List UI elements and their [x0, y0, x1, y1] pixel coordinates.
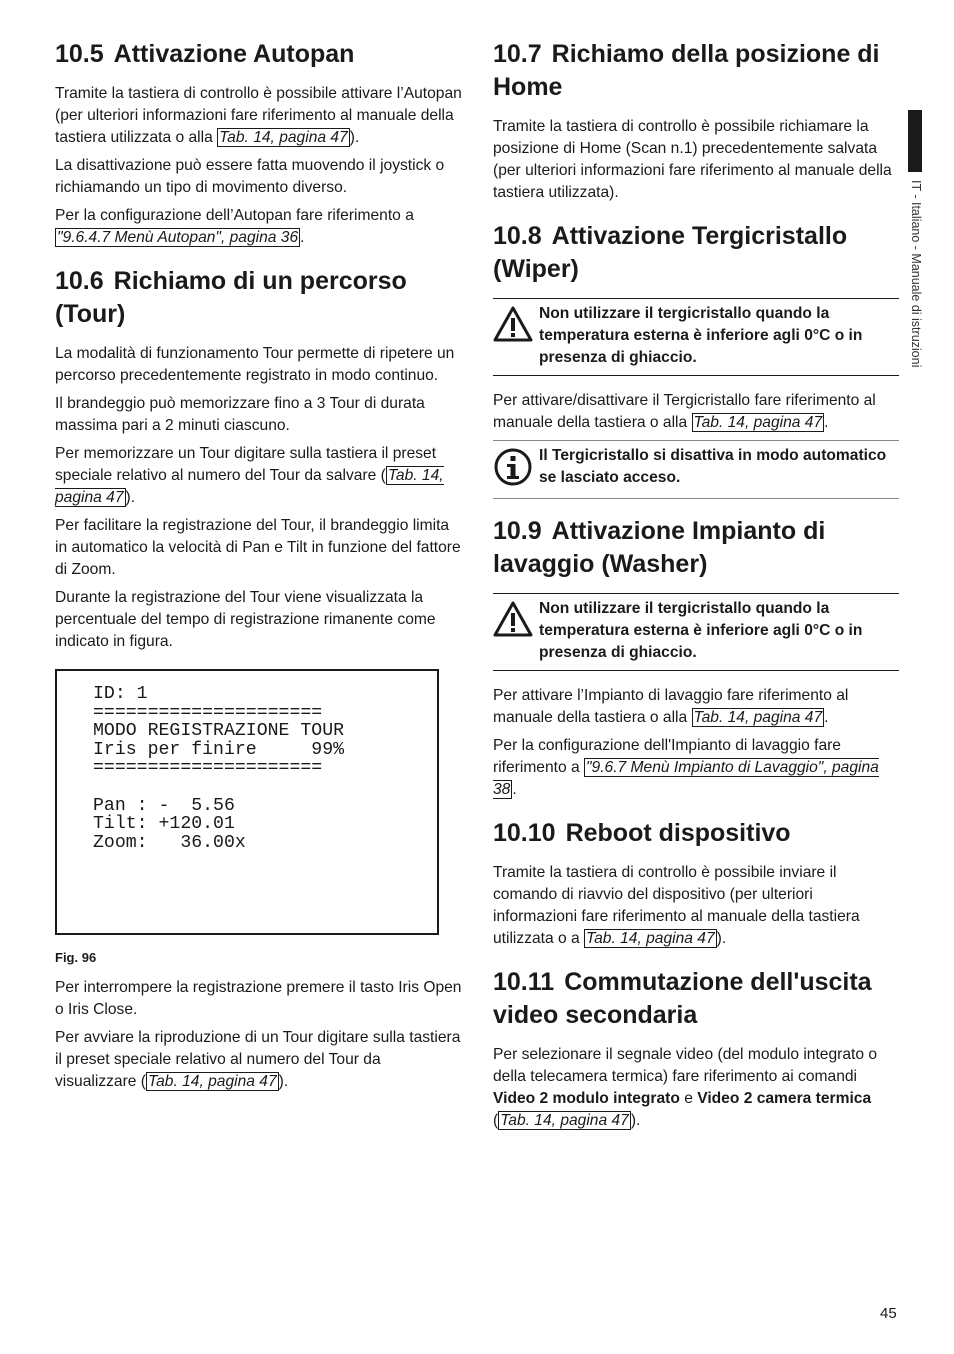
section-title: Commutazione dell'uscita video secondaria — [493, 968, 872, 1029]
osd-line: Pan : - 5.56 — [93, 795, 235, 816]
cross-reference-link[interactable]: Tab. 14, pagina 47 — [55, 467, 444, 506]
paragraph — [493, 685, 899, 729]
text: Tramite la tastiera di controllo è possibile attivare l’Autopan (per ulteriori informazioni fare riferimento al manuale della tastiera utilizzata o alla — [55, 85, 462, 146]
section-heading — [493, 966, 899, 1032]
paragraph — [55, 205, 463, 249]
section-number: 10.9 — [493, 517, 542, 545]
paragraph — [55, 1027, 463, 1093]
section-number: 10.8 — [493, 222, 542, 250]
osd-line: Zoom: 36.00x — [93, 832, 246, 853]
paragraph — [493, 735, 899, 801]
page-number: 45 — [880, 1305, 897, 1322]
text: ( — [493, 1112, 499, 1129]
side-tab-marker — [908, 110, 922, 172]
text: ). — [630, 1112, 641, 1129]
warning-note — [493, 593, 899, 671]
left-column — [55, 38, 463, 1099]
cross-reference-link[interactable]: Tab. 14, pagina 47 — [219, 129, 348, 146]
section-10-7 — [493, 38, 899, 204]
section-10-5 — [55, 38, 463, 249]
section-heading — [55, 265, 463, 331]
warning-triangle-icon — [493, 598, 539, 643]
paragraph: La disattivazione può essere fatta muovendo il joystick o richiamando un tipo di movimento diverso. — [55, 157, 445, 196]
section-title: Reboot dispositivo — [565, 819, 791, 847]
section-title: Richiamo di un percorso (Tour) — [55, 267, 407, 328]
section-heading — [493, 515, 899, 581]
osd-line: Iris per finire 99% — [93, 739, 345, 760]
cross-reference-link[interactable]: "9.6.4.7 Menù Autopan", pagina 36 — [57, 229, 299, 246]
info-icon — [493, 445, 539, 492]
paragraph: Per interrompere la registrazione premere il tasto Iris Open o Iris Close. — [55, 979, 462, 1018]
paragraph — [493, 862, 899, 950]
paragraph: Per facilitare la registrazione del Tour, il brandeggio limita in automatico la velocità di Pan e Tilt in funzione del fattore di Zoom. — [55, 517, 461, 578]
paragraph: La modalità di funzionamento Tour permette di ripetere un percorso precedentemente registrato in modo continuo. — [55, 345, 455, 384]
text: ). — [716, 930, 727, 947]
warning-text: Non utilizzare il tergicristallo quando la temperatura esterna è inferiore agli 0°C o in presenza di ghiaccio. — [539, 305, 863, 366]
section-title: Attivazione Tergicristallo (Wiper) — [493, 222, 848, 283]
text: Per selezionare il segnale video (del modulo integrato o della telecamera termica) fare riferimento ai comandi — [493, 1046, 878, 1085]
text: . — [300, 229, 305, 246]
text: Per la configurazione dell’Autopan fare riferimento a — [55, 207, 414, 224]
section-heading — [493, 38, 899, 104]
warning-triangle-icon — [493, 303, 539, 348]
osd-line: MODO REGISTRAZIONE TOUR — [93, 721, 345, 742]
paragraph: Il brandeggio può memorizzare fino a 3 Tour di durata massima pari a 2 minuti ciascuno. — [55, 395, 425, 434]
section-number: 10.11 — [493, 968, 555, 996]
paragraph — [55, 83, 463, 149]
text: Tramite la tastiera di controllo è possibile inviare il comando di riavvio del dispositivo (per ulteriori informazioni fare riferimento al manuale della tastiera utilizzata o a — [493, 864, 860, 947]
right-column — [493, 38, 899, 1138]
text: ). — [278, 1073, 289, 1090]
text: Per avviare la riproduzione di un Tour digitare sulla tastiera il preset speciale relativo al numero del Tour da visualizzare ( — [55, 1029, 461, 1090]
bold-command: Video 2 modulo integrato — [493, 1090, 680, 1107]
text: e — [679, 1090, 698, 1107]
paragraph: Durante la registrazione del Tour viene visualizzata la percentuale del tempo di registrazione rimanente come indicato in figura. — [55, 589, 436, 650]
paragraph: Tramite la tastiera di controllo è possibile richiamare la posizione di Home (Scan n.1) precedentemente salvata (per ulteriori informazioni fare riferimento al manuale della tastiera utilizzata). — [493, 118, 892, 201]
section-10-10 — [493, 817, 899, 950]
text: Per attivare/disattivare il Tergicristallo fare riferimento al manuale della tastiera o alla — [493, 392, 876, 431]
section-title: Richiamo della posizione di Home — [493, 40, 880, 101]
section-10-6 — [55, 265, 463, 1093]
section-heading — [493, 220, 899, 286]
section-number: 10.5 — [55, 40, 104, 68]
cross-reference-link[interactable]: Tab. 14, pagina 47 — [693, 414, 823, 431]
text: Per memorizzare un Tour digitare sulla tastiera il preset speciale relativo al numero del Tour da salvare ( — [55, 445, 437, 484]
text: . — [824, 414, 829, 431]
section-10-9 — [493, 515, 899, 801]
side-language-label: IT - Italiano - Manuale di istruzioni — [909, 180, 923, 368]
paragraph — [493, 390, 899, 434]
section-10-8 — [493, 220, 899, 499]
warning-text: Non utilizzare il tergicristallo quando la temperatura esterna è inferiore agli 0°C o in presenza di ghiaccio. — [539, 600, 863, 661]
text: . — [512, 781, 517, 798]
section-heading — [493, 817, 899, 850]
osd-screen-figure — [55, 669, 439, 935]
cross-reference-link[interactable]: "9.6.7 Menù Impianto di Lavaggio", pagina 38 — [493, 759, 879, 798]
osd-line: ID: 1 — [93, 684, 148, 704]
text: Per attivare l’Impianto di lavaggio fare riferimento al manuale della tastiera o alla — [493, 687, 849, 726]
figure-caption: Fig. 96 — [55, 950, 97, 965]
bold-command: Video 2 camera termica — [697, 1090, 872, 1107]
cross-reference-link[interactable]: Tab. 14, pagina 47 — [693, 709, 823, 726]
cross-reference-link[interactable]: Tab. 14, pagina 47 — [148, 1073, 277, 1090]
cross-reference-link[interactable]: Tab. 14, pagina 47 — [500, 1112, 629, 1129]
osd-separator: ===================== — [93, 758, 323, 779]
section-title: Attivazione Autopan — [113, 40, 355, 68]
section-number: 10.10 — [493, 819, 556, 847]
cross-reference-link[interactable]: Tab. 14, pagina 47 — [586, 930, 715, 947]
paragraph — [55, 443, 463, 509]
info-text: Il Tergicristallo si disattiva in modo automatico se lasciato acceso. — [539, 447, 887, 486]
osd-separator: ===================== — [93, 702, 323, 723]
section-number: 10.7 — [493, 40, 542, 68]
text: . — [824, 709, 829, 726]
osd-blank-line — [93, 778, 437, 797]
section-heading — [55, 38, 463, 71]
info-note — [493, 440, 899, 499]
paragraph — [493, 1044, 899, 1132]
text: ). — [125, 489, 136, 506]
section-number: 10.6 — [55, 267, 104, 295]
text: ). — [349, 129, 360, 146]
text: Per la configurazione dell'Impianto di lavaggio fare riferimento a — [493, 737, 841, 776]
section-10-11 — [493, 966, 899, 1132]
section-title: Attivazione Impianto di lavaggio (Washer) — [493, 517, 826, 578]
warning-note — [493, 298, 899, 376]
osd-line: Tilt: +120.01 — [93, 814, 235, 835]
